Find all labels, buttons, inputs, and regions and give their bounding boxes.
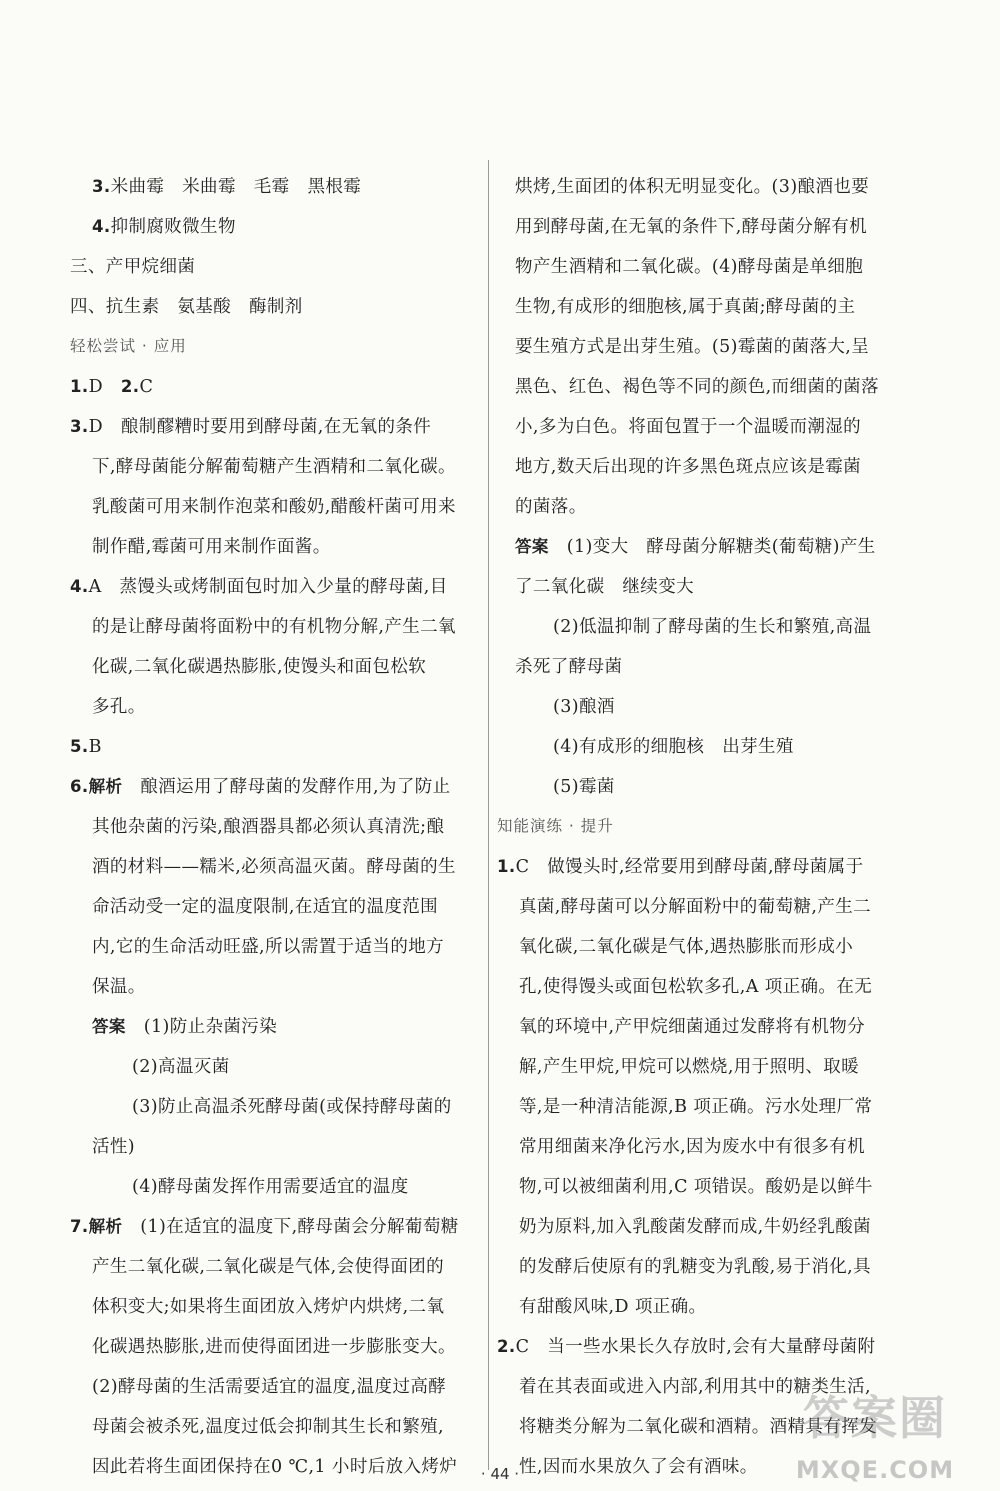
question-number: 4.	[92, 217, 111, 236]
line-text: 命活动受一定的温度限制,在适宜的温度范围	[92, 897, 439, 917]
watermark-logo-text: 答案圈	[803, 1391, 947, 1445]
question-number: 7.	[70, 1217, 89, 1236]
text-line	[92, 1415, 444, 1439]
line-text: 物产生酒精和二氧化碳。(4)酵母菌是单细胞	[515, 257, 864, 277]
text-line	[553, 695, 615, 719]
line-text: 内,它的生命活动旺盛,所以需置于适当的地方	[92, 937, 445, 957]
text-line	[70, 415, 431, 439]
text-line	[553, 775, 615, 799]
line-text: (1)防止杂菌污染	[125, 1017, 278, 1037]
line-text: 化碳,二氧化碳遇热膨胀,使馒头和面包松软	[92, 657, 427, 677]
text-line	[70, 735, 102, 759]
text-line	[515, 295, 855, 319]
text-line	[519, 1255, 871, 1279]
text-line	[553, 615, 871, 639]
text-line	[92, 1295, 444, 1319]
line-text: 氧的环境中,产甲烷细菌通过发酵将有机物分	[519, 1017, 866, 1037]
text-line	[132, 1095, 452, 1119]
question-number: 4.	[70, 577, 89, 596]
text-line	[92, 455, 456, 479]
line-text: (4)有成形的细胞核 出芽生殖	[553, 737, 794, 757]
line-text: 保温。	[92, 977, 146, 997]
line-text: (2)低温抑制了酵母菌的生长和繁殖,高温	[553, 617, 872, 637]
text-line	[70, 255, 195, 279]
text-line	[92, 695, 146, 719]
line-text: 氧化碳,二氧化碳是气体,遇热膨胀而形成小	[519, 937, 854, 957]
text-line	[515, 215, 867, 239]
watermark-domain: MXQE.COM	[795, 1456, 955, 1484]
text-line	[92, 1255, 444, 1279]
text-line	[70, 1215, 459, 1239]
watermark-logo	[772, 1378, 978, 1486]
line-text: 性,因而水果放久了会有酒味。	[519, 1457, 758, 1477]
text-line	[515, 575, 694, 599]
text-line	[515, 655, 622, 679]
line-text: 下,酵母菌能分解葡萄糖产生酒精和二氧化碳。	[92, 457, 456, 477]
answer-label: 答案	[92, 1017, 126, 1036]
line-text: (5)霉菌	[553, 777, 615, 797]
line-text: C 当一些水果长久存放时,会有大量酵母菌附	[515, 1337, 876, 1357]
text-line	[519, 935, 853, 959]
text-line	[515, 415, 861, 439]
line-text: 常用细菌来净化污水,因为废水中有很多有机	[519, 1137, 866, 1157]
line-text: 地方,数天后出现的许多黑色斑点应该是霉菌	[515, 457, 862, 477]
line-text: 解,产生甲烷,甲烷可以燃烧,用于照明、取暖	[519, 1057, 860, 1077]
text-line	[515, 335, 869, 359]
text-line	[70, 375, 153, 399]
line-text: 母菌会被杀死,温度过低会抑制其生长和繁殖,	[92, 1417, 445, 1437]
text-line	[497, 855, 863, 879]
line-text: (1)在适宜的温度下,酵母菌会分解葡萄糖	[122, 1217, 459, 1237]
text-line	[519, 895, 871, 919]
line-text: 因此若将生面团保持在0 ℃,1 小时后放入烤炉	[92, 1457, 458, 1477]
text-line	[515, 535, 876, 559]
text-line	[92, 855, 456, 879]
line-text: 烘烤,生面团的体积无明显变化。(3)酿酒也要	[515, 177, 870, 197]
text-line	[92, 815, 444, 839]
line-text: 奶为原料,加入乳酸菌发酵而成,牛奶经乳酸菌	[519, 1217, 872, 1237]
text-line	[519, 1295, 706, 1319]
text-line	[519, 975, 872, 999]
question-number: 5.	[70, 737, 89, 756]
text-line	[515, 375, 879, 399]
line-text: C	[139, 377, 154, 397]
line-text: 等,是一种清洁能源,B 项正确。污水处理厂常	[519, 1097, 873, 1117]
text-line	[132, 1055, 230, 1079]
text-line	[519, 1095, 872, 1119]
question-number: 2.	[497, 1337, 516, 1356]
line-text: 多孔。	[92, 697, 146, 717]
section-heading: 轻松尝试 · 应用	[70, 337, 187, 355]
line-text: 将糖类分解为二氧化碳和酒精。酒精具有挥发	[519, 1417, 877, 1437]
line-text: 产生二氧化碳,二氧化碳是气体,会使得面团的	[92, 1257, 445, 1277]
text-line	[519, 1175, 873, 1199]
text-line	[92, 655, 426, 679]
line-text: (4)酵母菌发挥作用需要适宜的温度	[132, 1177, 409, 1197]
line-text: 其他杂菌的污染,酿酒器具都必须认真清洗;酿	[92, 817, 445, 837]
question-number: 3.	[70, 417, 89, 436]
line-text: C 做馒头时,经常要用到酵母菌,酵母菌属于	[515, 857, 864, 877]
text-line	[515, 175, 869, 199]
text-line	[92, 215, 236, 239]
line-text: (3)酿酒	[553, 697, 615, 717]
text-line	[92, 935, 444, 959]
text-line	[92, 495, 456, 519]
text-line	[132, 1175, 409, 1199]
text-line	[92, 1015, 277, 1039]
line-text: D 酿制醪糟时要用到酵母菌,在无氧的条件	[88, 417, 432, 437]
line-text: A 蒸馒头或烤制面包时加入少量的酵母菌,目	[88, 577, 448, 597]
text-line	[553, 735, 794, 759]
line-text: 制作醋,霉菌可用来制作面酱。	[92, 537, 331, 557]
line-text: 乳酸菌可用来制作泡菜和酸奶,醋酸杆菌可用来	[92, 497, 456, 517]
line-text: 真菌,酵母菌可以分解面粉中的葡萄糖,产生二	[519, 897, 872, 917]
line-text: 小,多为白色。将面包置于一个温暖而潮湿的	[515, 417, 862, 437]
line-text: 黑色、红色、褐色等不同的颜色,而细菌的菌落	[515, 377, 879, 397]
page-number: · 44 ·	[480, 1465, 520, 1483]
line-text: 有甜酸风味,D 项正确。	[519, 1297, 707, 1317]
question-number: 2.	[120, 377, 140, 396]
line-text: 物,可以被细菌利用,C 项错误。酸奶是以鲜牛	[519, 1177, 873, 1197]
answer-label: 解析	[88, 777, 123, 796]
text-line	[70, 295, 303, 319]
line-text: 生物,有成形的细胞核,属于真菌;酵母菌的主	[515, 297, 856, 317]
line-text: 的发酵后使原有的乳糖变为乳酸,易于消化,具	[519, 1257, 872, 1277]
line-text: 活性)	[92, 1137, 136, 1157]
line-text: (2)高温灭菌	[132, 1057, 230, 1077]
line-text: 酿酒运用了酵母菌的发酵作用,为了防止	[122, 777, 451, 797]
line-text: 用到酵母菌,在无氧的条件下,酵母菌分解有机	[515, 217, 868, 237]
question-number: 3.	[92, 177, 111, 196]
line-text: 米曲霉 米曲霉 毛霉 黑根霉	[110, 177, 362, 197]
text-line	[519, 1135, 865, 1159]
text-line	[92, 535, 331, 559]
section-heading: 知能演练 · 提升	[497, 817, 614, 835]
line-text: 的菌落。	[515, 497, 587, 517]
line-text: 杀死了酵母菌	[515, 657, 623, 677]
line-text: 了二氧化碳 继续变大	[515, 577, 694, 597]
text-line	[92, 615, 456, 639]
text-line	[92, 1375, 446, 1399]
line-text: 四、抗生素 氨基酸 酶制剂	[70, 297, 303, 317]
text-line	[519, 1215, 871, 1239]
question-number: 1.	[497, 857, 516, 876]
line-text: 要生殖方式是出芽生殖。(5)霉菌的菌落大,呈	[515, 337, 870, 357]
line-text: B	[88, 737, 102, 757]
text-line	[92, 895, 438, 919]
line-text: (1)变大 酵母菌分解糖类(葡萄糖)产生	[548, 537, 876, 557]
answer-label: 解析	[88, 1217, 123, 1236]
question-number: 6.	[70, 777, 89, 796]
line-text: 抑制腐败微生物	[110, 217, 236, 237]
line-text: 体积变大;如果将生面团放入烤炉内烘烤,二氧	[92, 1297, 445, 1317]
text-line	[70, 575, 448, 599]
line-text: 着在其表面或进入内部,利用其中的糖类生活,	[519, 1377, 872, 1397]
text-line	[70, 775, 451, 799]
line-text: 的是让酵母菌将面粉中的有机物分解,产生二氧	[92, 617, 456, 637]
text-line	[519, 1015, 865, 1039]
line-text: 三、产甲烷细菌	[70, 257, 196, 277]
line-text: 化碳遇热膨胀,进而使得面团进一步膨胀变大。	[92, 1337, 456, 1357]
text-line	[92, 1135, 135, 1159]
line-text: 孔,使得馒头或面包松软多孔,A 项正确。在无	[519, 977, 873, 997]
line-text: (3)防止高温杀死酵母菌(或保持酵母菌的	[132, 1097, 452, 1117]
line-text: D	[88, 377, 121, 397]
column-divider	[488, 160, 489, 1470]
answer-label: 答案	[515, 537, 549, 556]
line-text: 酒的材料——糯米,必须高温灭菌。酵母菌的生	[92, 857, 456, 877]
text-line	[92, 1335, 456, 1359]
text-line	[519, 1055, 859, 1079]
line-text: (2)酵母菌的生活需要适宜的温度,温度过高酵	[92, 1377, 447, 1397]
text-line	[92, 175, 361, 199]
text-line	[515, 455, 861, 479]
text-line	[497, 1335, 875, 1359]
text-line	[515, 495, 587, 519]
text-line	[92, 975, 146, 999]
text-line	[515, 255, 863, 279]
question-number: 1.	[70, 377, 89, 396]
